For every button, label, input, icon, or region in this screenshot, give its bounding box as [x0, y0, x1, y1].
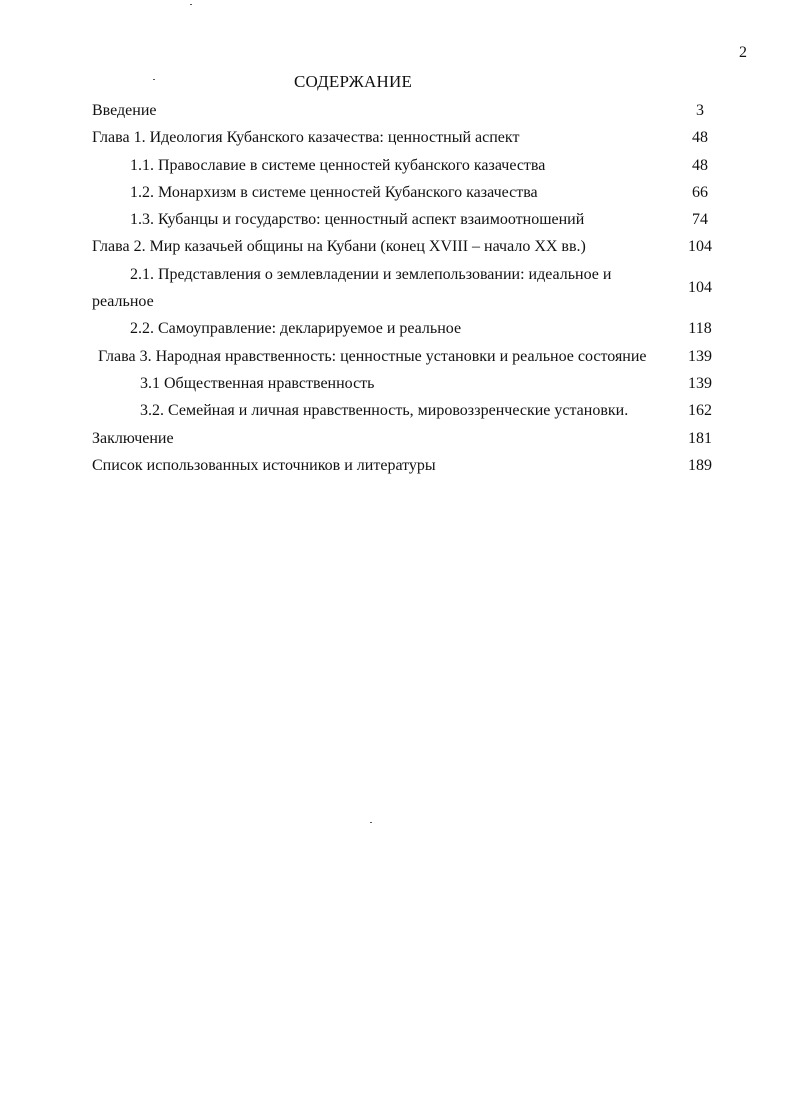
toc-entry-page: 3: [696, 102, 704, 119]
toc-entry-label: Глава 3. Народная нравственность: ценностные установки и реальное состояние: [98, 347, 647, 365]
table-of-contents: [92, 97, 726, 479]
toc-entry-label: Заключение: [92, 429, 174, 447]
toc-entry-chapter-1: [92, 124, 726, 151]
toc-entry-label: 1.3. Кубанцы и государство: ценностный аспект взаимоотношений: [130, 211, 585, 229]
toc-entry-label: Список использованных источников и литературы: [92, 456, 436, 474]
toc-entry-chapter-3: [92, 343, 726, 370]
toc-entry-section-1-1: [92, 152, 726, 179]
toc-entry-conclusion: [92, 425, 726, 452]
toc-entry-label: 2.2. Самоуправление: декларируемое и реальное: [130, 320, 462, 338]
toc-entry-page: 181: [688, 429, 712, 447]
toc-entry-label: Глава 1. Идеология Кубанского казачества: ценностный аспект: [92, 129, 520, 147]
toc-entry-page: 118: [688, 320, 712, 338]
toc-entry-section-1-2: [92, 179, 726, 206]
scan-speck: [370, 822, 372, 823]
toc-entry-page: 48: [692, 129, 708, 147]
toc-entry-bibliography: [92, 452, 726, 479]
toc-entry-label: Глава 2. Мир казачьей общины на Кубани (конец XVIII – начало XX вв.): [92, 238, 586, 256]
toc-entry-label: 1.1. Православие в системе ценностей кубанского казачества: [130, 156, 546, 174]
toc-entry-page: 139: [688, 374, 712, 392]
toc-entry-page: 48: [692, 156, 708, 174]
toc-entry-page: 104: [688, 279, 712, 297]
toc-entry-page: 66: [692, 183, 708, 201]
toc-entry-label: 1.2. Монархизм в системе ценностей Кубанского казачества: [130, 183, 538, 201]
toc-title: СОДЕРЖАНИЕ: [293, 72, 413, 91]
toc-entry-label: Введение: [92, 102, 157, 119]
toc-entry-introduction: [92, 97, 726, 124]
toc-entry-chapter-2: [92, 233, 726, 260]
toc-entry-section-3-1: [92, 370, 726, 397]
toc-entry-page: 139: [688, 347, 712, 365]
toc-entry-section-3-2: [92, 397, 726, 424]
toc-entry-section-2-1: [92, 261, 726, 316]
toc-entry-page: 74: [692, 211, 708, 229]
toc-entry-section-1-3: [92, 206, 726, 233]
toc-entry-page: 189: [688, 456, 712, 474]
page-number: 2: [739, 44, 747, 61]
toc-entry-label: 3.1 Общественная нравственность: [140, 374, 375, 392]
scan-speck: [190, 4, 192, 5]
toc-entry-page: 162: [688, 402, 712, 420]
toc-entry-label: 3.2. Семейная и личная нравственность, мировоззренческие установки.: [140, 402, 629, 420]
toc-entry-section-2-2: [92, 315, 726, 342]
toc-entry-label: 2.1. Представления о землевладении и землепользовании: идеальное и реальное: [92, 265, 612, 311]
toc-entry-page: 104: [688, 238, 712, 256]
